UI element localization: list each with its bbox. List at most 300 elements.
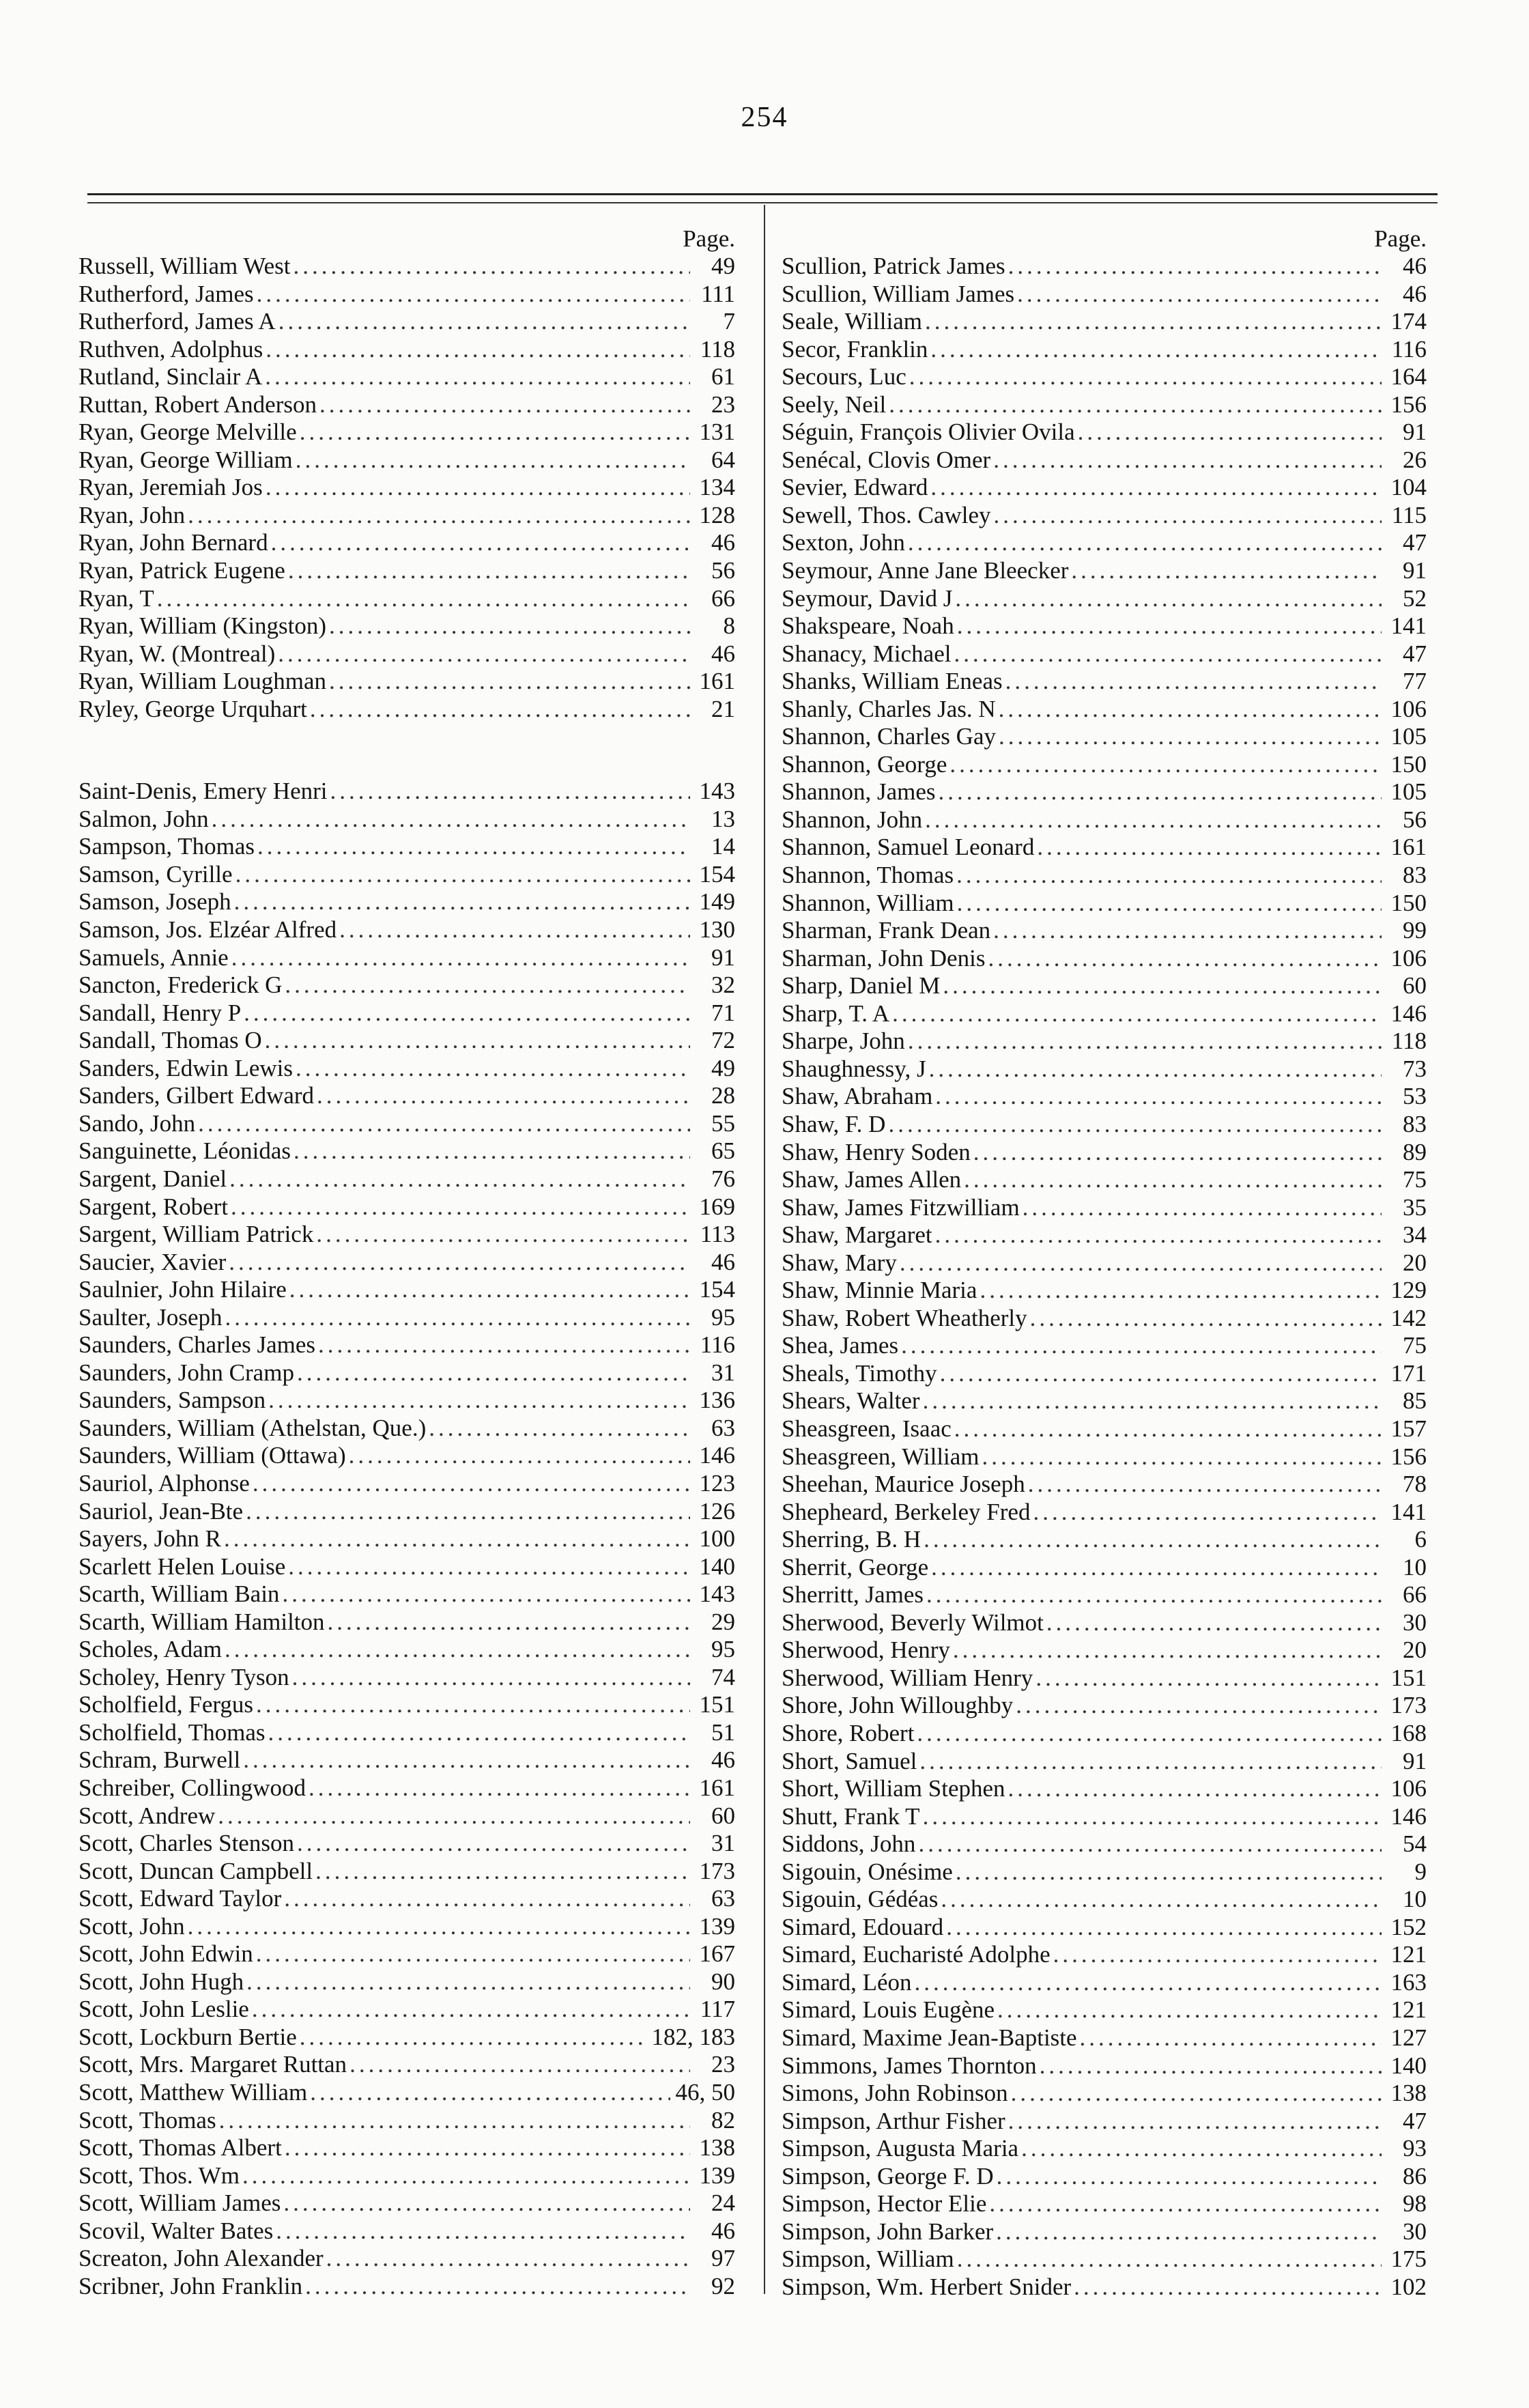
index-entry [78, 1581, 735, 1609]
entry-name: Sauriol, Alphonse [78, 1469, 250, 1497]
dot-leader [1011, 2080, 1382, 2108]
index-entry [78, 1885, 735, 1913]
index-entry [782, 890, 1427, 918]
entry-name: Seale, William [782, 308, 922, 335]
dot-leader [330, 778, 691, 806]
entry-page: 93 [1403, 2135, 1427, 2162]
index-entry [78, 502, 735, 530]
entry-name: Ruttan, Robert Anderson [78, 391, 317, 418]
index-entry [782, 751, 1427, 779]
entry-page: 91 [1403, 557, 1427, 584]
index-entry [78, 612, 735, 640]
dot-leader [924, 1526, 1382, 1554]
entry-page: 97 [711, 2245, 735, 2272]
entry-page: 49 [711, 253, 735, 279]
entry-name: Sargent, Daniel [78, 1165, 227, 1192]
index-entry [782, 1609, 1427, 1637]
index-entry [78, 1940, 735, 1968]
index-entry [78, 1719, 735, 1747]
entry-name: Shea, James [782, 1332, 899, 1359]
dot-leader [923, 1803, 1382, 1831]
dot-leader [294, 1137, 690, 1165]
index-entry [78, 1498, 735, 1526]
index-entry [78, 1442, 735, 1470]
entry-page: 60 [711, 1802, 735, 1829]
entry-page: 174 [1390, 308, 1427, 335]
entry-page: 51 [711, 1718, 735, 1746]
index-entry [782, 917, 1427, 945]
index-entry [782, 1166, 1427, 1194]
entry-page: 139 [699, 2162, 735, 2189]
entry-page: 105 [1390, 778, 1427, 806]
dot-leader [198, 1110, 690, 1138]
entry-page: 83 [1403, 1110, 1427, 1137]
dot-leader [931, 1554, 1382, 1582]
dot-leader [429, 1415, 690, 1443]
index-entry [78, 363, 735, 391]
entry-page: 9 [1414, 1858, 1427, 1885]
entry-name: Seymour, Anne Jane Bleecker [782, 557, 1069, 584]
entry-name: Shaw, F. D [782, 1110, 886, 1137]
dot-leader [993, 917, 1382, 945]
entry-page: 139 [699, 1912, 735, 1940]
index-entry [782, 281, 1427, 309]
index-entry [782, 1360, 1427, 1388]
dot-leader [268, 1719, 691, 1747]
dot-leader [930, 336, 1382, 364]
entry-page: 60 [1403, 972, 1427, 1000]
index-entry [78, 1525, 735, 1553]
entry-name: Ryan, Patrick Eugene [78, 557, 285, 584]
index-entry [78, 1193, 735, 1221]
dot-leader [329, 612, 690, 640]
entry-name: Shears, Walter [782, 1387, 920, 1415]
entry-name: Shannon, Charles Gay [782, 723, 996, 750]
index-entry [78, 1968, 735, 1996]
entry-name: Shaw, Minnie Maria [782, 1277, 977, 1304]
index-column-right [782, 225, 1427, 2301]
entry-page: 30 [1403, 2218, 1427, 2245]
entry-name: Séguin, François Olivier Ovila [782, 419, 1075, 446]
index-entry [78, 1691, 735, 1719]
index-entry [78, 1110, 735, 1138]
index-entry [782, 447, 1427, 474]
dot-leader [1008, 253, 1382, 281]
entry-name: Simmons, James Thornton [782, 2052, 1037, 2079]
entry-page: 49 [711, 1054, 735, 1081]
entry-name: Scarth, William Bain [78, 1581, 280, 1608]
dot-leader [956, 1858, 1382, 1886]
dot-leader [957, 612, 1382, 640]
index-entry [78, 1221, 735, 1249]
entry-name: Sanders, Gilbert Edward [78, 1082, 315, 1109]
dot-leader [946, 1914, 1382, 1942]
entry-name: Ryley, George Urquhart [78, 695, 307, 722]
entry-name: Scribner, John Franklin [78, 2272, 303, 2299]
index-entry [78, 2273, 735, 2301]
dot-leader [188, 502, 690, 530]
dot-leader [925, 308, 1382, 336]
dot-leader [339, 916, 690, 944]
index-entry [782, 1387, 1427, 1415]
entry-page: 150 [1390, 889, 1427, 916]
dot-leader [935, 1083, 1382, 1111]
entry-page: 128 [699, 501, 735, 528]
entry-page: 156 [1390, 1443, 1427, 1470]
index-entry [78, 1331, 735, 1359]
entry-name: Ryan, William (Kingston) [78, 612, 327, 640]
entry-name: Saulnier, John Hilaire [78, 1276, 287, 1303]
entry-page: 20 [1403, 1249, 1427, 1276]
entry-name: Seely, Neil [782, 391, 887, 418]
dot-leader [1037, 834, 1382, 862]
dot-leader [989, 2190, 1382, 2218]
index-entry [782, 1637, 1427, 1665]
dot-leader [246, 1498, 690, 1526]
entry-page: 21 [711, 695, 735, 722]
entry-page: 56 [1403, 806, 1427, 833]
entry-name: Ryan, George Melville [78, 419, 297, 446]
dot-leader [940, 1360, 1382, 1388]
dot-leader [1040, 2052, 1382, 2080]
dot-leader [930, 474, 1382, 502]
dot-leader [300, 419, 690, 447]
entry-name: Sewell, Thos. Cawley [782, 501, 991, 528]
entry-name: Sexton, John [782, 529, 905, 556]
entry-page: 98 [1403, 2190, 1427, 2218]
index-entry [78, 1830, 735, 1858]
dot-leader [296, 1055, 690, 1083]
dot-leader [1078, 419, 1382, 447]
entry-page: 164 [1390, 363, 1427, 391]
dot-leader [949, 751, 1382, 779]
index-group-r [78, 253, 735, 723]
dot-leader [994, 502, 1382, 530]
index-entry [782, 1665, 1427, 1692]
entry-name: Simard, Léon [782, 1968, 912, 1996]
dot-leader [349, 1442, 690, 1470]
dot-leader [925, 806, 1382, 834]
entry-page: 113 [700, 1221, 735, 1248]
entry-name: Shakspeare, Noah [782, 612, 954, 640]
dot-leader [188, 1913, 690, 1941]
entry-name: Shaw, Robert Wheatherly [782, 1304, 1027, 1331]
entry-page: 55 [711, 1109, 735, 1137]
index-entry [782, 308, 1427, 336]
entry-page: 66 [1403, 1581, 1427, 1609]
index-entry [782, 1526, 1427, 1554]
index-entry [78, 1304, 735, 1332]
entry-page: 102 [1390, 2273, 1427, 2300]
entry-name: Simpson, Wm. Herbert Snider [782, 2273, 1072, 2300]
entry-page: 95 [711, 1636, 735, 1663]
index-group-s-continued [782, 253, 1427, 2301]
entry-name: Ryan, William Loughman [78, 668, 327, 695]
dot-leader [1080, 2024, 1382, 2052]
entry-page: 163 [1390, 1968, 1427, 1996]
entry-name: Senécal, Clovis Omer [782, 446, 991, 473]
entry-name: Sharman, John Denis [782, 944, 986, 972]
index-entry [78, 2107, 735, 2135]
dot-leader [271, 529, 690, 557]
entry-page: 76 [711, 1165, 735, 1192]
entry-page: 111 [701, 280, 735, 307]
dot-leader [252, 1996, 690, 2024]
index-entry [78, 1165, 735, 1193]
index-entry [78, 1913, 735, 1941]
entry-page: 52 [1403, 584, 1427, 612]
entry-page: 130 [699, 916, 735, 944]
entry-name: Saunders, Charles James [78, 1331, 316, 1359]
entry-page: 72 [711, 1027, 735, 1054]
index-entry [782, 2274, 1427, 2301]
entry-page: 106 [1390, 695, 1427, 722]
dot-leader [888, 1111, 1382, 1139]
index-entry [78, 833, 735, 861]
entry-name: Seymour, David J [782, 584, 953, 612]
entry-page: 146 [699, 1442, 735, 1469]
index-entry [782, 1914, 1427, 1942]
dot-leader [1028, 1471, 1382, 1499]
index-entry [78, 2218, 735, 2246]
index-entry [782, 1969, 1427, 1997]
dot-leader [993, 447, 1382, 474]
entry-page: 146 [1390, 1000, 1427, 1027]
entry-page: 151 [1390, 1664, 1427, 1691]
dot-leader [225, 1636, 690, 1664]
entry-page: 116 [700, 1331, 735, 1359]
entry-page: 23 [711, 2051, 735, 2078]
dot-leader [253, 1470, 690, 1498]
index-entry [782, 2218, 1427, 2246]
entry-name: Sando, John [78, 1109, 196, 1137]
dot-leader [157, 585, 690, 613]
dot-leader [243, 1746, 690, 1774]
entry-page: 8 [723, 612, 735, 640]
entry-name: Rutherford, James [78, 280, 254, 307]
index-entry [78, 668, 735, 696]
dot-leader [212, 806, 690, 834]
entry-name: Secor, Franklin [782, 335, 928, 363]
index-entry [78, 1470, 735, 1498]
index-entry [78, 1774, 735, 1802]
entry-page: 10 [1403, 1553, 1427, 1581]
entry-name: Shaw, Mary [782, 1249, 897, 1276]
index-entry [78, 253, 735, 281]
entry-page: 89 [1403, 1138, 1427, 1165]
entry-page: 29 [711, 1608, 735, 1635]
entry-name: Saunders, William (Ottawa) [78, 1442, 346, 1469]
top-rule [87, 193, 1438, 195]
index-entry [782, 363, 1427, 391]
dot-leader [908, 529, 1382, 557]
index-entry [782, 640, 1427, 668]
dot-leader [1008, 1775, 1382, 1803]
entry-name: Simpson, Arthur Fisher [782, 2107, 1005, 2134]
entry-page: 47 [1403, 640, 1427, 667]
index-entry [782, 1415, 1427, 1443]
index-entry [78, 1746, 735, 1774]
dot-leader [1053, 1941, 1382, 1969]
entry-page: 140 [699, 1553, 735, 1580]
dot-leader [889, 391, 1382, 419]
entry-page: 95 [711, 1303, 735, 1331]
dot-leader [315, 1858, 690, 1886]
dot-leader [1021, 2135, 1382, 2163]
entry-page: 7 [723, 308, 735, 335]
entry-page: 100 [699, 1525, 735, 1553]
dot-leader [915, 1969, 1382, 1997]
index-entry [78, 1000, 735, 1028]
dot-leader [923, 1387, 1382, 1415]
entry-page: 35 [1403, 1193, 1427, 1221]
dot-leader [1030, 1305, 1382, 1333]
entry-page: 82 [711, 2106, 735, 2134]
index-entry [782, 1775, 1427, 1803]
entry-name: Sherwood, Henry [782, 1637, 950, 1664]
index-entry [78, 419, 735, 447]
entry-page: 169 [699, 1193, 735, 1220]
entry-name: Sanders, Edwin Lewis [78, 1054, 293, 1081]
index-entry [782, 2108, 1427, 2136]
index-entry [78, 888, 735, 916]
dot-leader [292, 1664, 690, 1692]
entry-page: 106 [1390, 1775, 1427, 1802]
entry-name: Scott, Mrs. Margaret Ruttan [78, 2051, 347, 2078]
index-entry [782, 1194, 1427, 1222]
entry-page: 173 [1390, 1692, 1427, 1719]
entry-name: Saunders, William (Athelstan, Que.) [78, 1414, 427, 1441]
index-entry [782, 834, 1427, 862]
entry-name: Scott, Lockburn Bertie [78, 2023, 297, 2050]
entry-page: 117 [700, 1996, 735, 2023]
entry-page: 168 [1390, 1719, 1427, 1746]
dot-leader [953, 1637, 1382, 1665]
dot-leader [926, 1581, 1382, 1609]
entry-page: 90 [711, 1968, 735, 1995]
group-gap [78, 723, 735, 778]
dot-leader [318, 1331, 690, 1359]
index-entry [78, 696, 735, 724]
index-entry [78, 2024, 735, 2052]
entry-page: 83 [1403, 862, 1427, 889]
dot-leader [224, 1525, 690, 1553]
dot-leader [919, 1748, 1382, 1776]
dot-leader [235, 861, 690, 889]
index-entry [782, 723, 1427, 751]
entry-page: 46 [711, 529, 735, 556]
index-entry [782, 1056, 1427, 1083]
entry-name: Scott, John [78, 1912, 185, 1940]
index-entry [782, 1803, 1427, 1831]
entry-page: 74 [711, 1663, 735, 1690]
dot-leader [266, 336, 690, 364]
dot-leader [231, 944, 690, 972]
entry-name: Scholes, Adam [78, 1636, 222, 1663]
index-entry [78, 1858, 735, 1886]
entry-page: 77 [1403, 668, 1427, 695]
index-entry [782, 668, 1427, 696]
column-divider [764, 205, 765, 2294]
entry-page: 138 [1390, 2080, 1427, 2107]
dot-leader [1033, 1499, 1382, 1527]
entry-name: Shannon, Thomas [782, 862, 954, 889]
entry-name: Shaw, James Fitzwilliam [782, 1193, 1020, 1221]
entry-name: Sampson, Thomas [78, 833, 255, 860]
entry-name: Shanacy, Michael [782, 640, 952, 667]
entry-name: Scullion, William James [782, 280, 1015, 307]
dot-leader [284, 1885, 690, 1913]
entry-page: 65 [711, 1137, 735, 1165]
dot-leader [1071, 557, 1382, 585]
entry-page: 46 [711, 1746, 735, 1774]
entry-page: 141 [1390, 1498, 1427, 1525]
index-entry [78, 1636, 735, 1664]
entry-name: Sharman, Frank Dean [782, 917, 991, 944]
entry-page: 154 [699, 860, 735, 888]
dot-leader [1008, 2108, 1382, 2136]
entry-name: Shaughnessy, J [782, 1055, 926, 1082]
dot-leader [268, 1387, 690, 1415]
index-entry [782, 391, 1427, 419]
entry-name: Sharp, Daniel M [782, 972, 941, 1000]
dot-leader [288, 1553, 690, 1581]
index-entry [78, 557, 735, 585]
dot-leader [229, 1165, 690, 1193]
entry-name: Saucier, Xavier [78, 1248, 227, 1275]
entry-name: Simard, Louis Eugène [782, 1996, 995, 2024]
entry-name: Scott, John Edwin [78, 1940, 253, 1968]
index-entry [782, 972, 1427, 1000]
entry-page: 46 [711, 1248, 735, 1275]
dot-leader [309, 1774, 690, 1802]
index-entry [78, 778, 735, 806]
entry-name: Rutherford, James A [78, 308, 276, 335]
entry-page: 161 [699, 668, 735, 695]
entry-name: Screaton, John Alexander [78, 2245, 324, 2272]
entry-page: 61 [711, 363, 735, 391]
index-entry [782, 1720, 1427, 1748]
dot-leader [256, 1940, 690, 1968]
index-entry [782, 2052, 1427, 2080]
dot-leader [297, 1830, 690, 1858]
index-entry [782, 1111, 1427, 1139]
index-entry [782, 1996, 1427, 2024]
index-entry [78, 640, 735, 668]
dot-leader [997, 2163, 1382, 2191]
dot-leader [231, 1193, 690, 1221]
dot-leader [234, 888, 690, 916]
dot-leader [973, 1139, 1382, 1167]
index-entry [78, 1553, 735, 1581]
index-entry [782, 1886, 1427, 1914]
index-entry [782, 419, 1427, 447]
entry-name: Simard, Eucharisté Adolphe [782, 1941, 1051, 1968]
page-number: 254 [741, 102, 788, 133]
entry-name: Ryan, George William [78, 446, 293, 473]
entry-name: Scott, Matthew William [78, 2079, 308, 2106]
dot-leader [310, 696, 690, 724]
dot-leader [265, 363, 690, 391]
dot-leader [954, 640, 1382, 668]
dot-leader [285, 2134, 690, 2162]
dot-leader [257, 833, 690, 861]
index-entry [78, 2134, 735, 2162]
entry-name: Rutland, Sinclair A [78, 363, 263, 391]
entry-page: 118 [700, 335, 735, 363]
entry-name: Sherwood, William Henry [782, 1664, 1033, 1691]
dot-leader [909, 363, 1382, 391]
